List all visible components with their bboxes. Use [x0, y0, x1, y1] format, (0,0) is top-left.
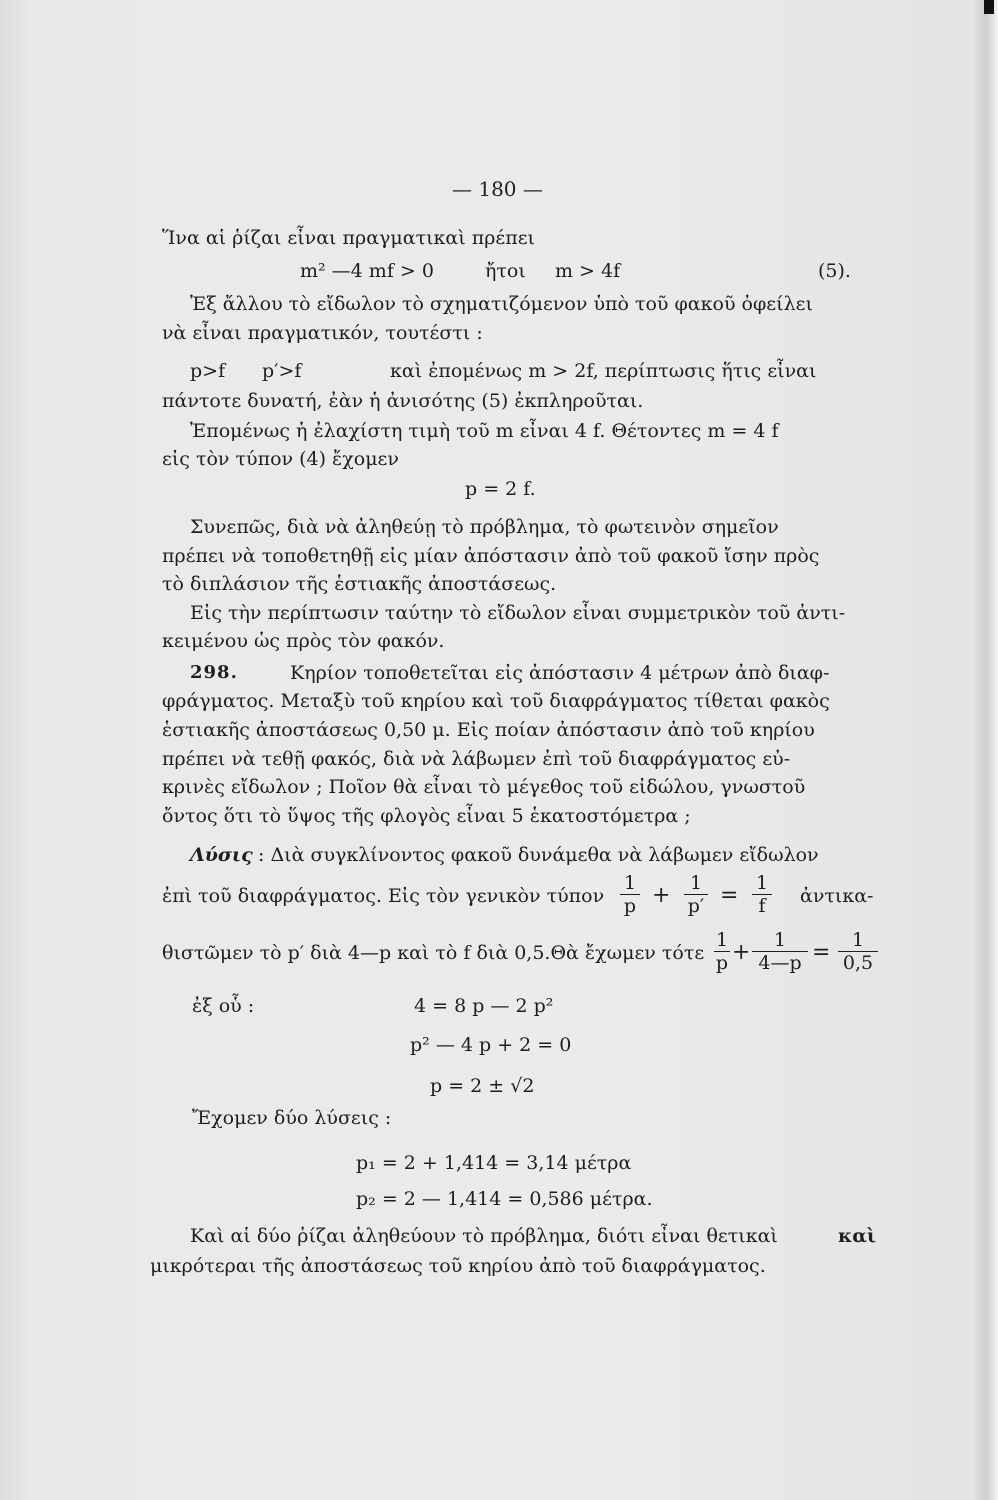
- page-number: — 180 —: [452, 177, 543, 201]
- page-edge: [970, 0, 998, 1500]
- equation: p₁ = 2 + 1,414 = 3,14 μέτρα: [356, 1152, 632, 1174]
- plus-sign: +: [732, 940, 751, 965]
- text-line: ὄντος ὅτι τὸ ὕψος τῆς φλογὸς εἶναι 5 ἑκατοστόμετρα ;: [162, 805, 691, 827]
- text-line: Κηρίον τοποθετεῖται εἰς ἀπόστασιν 4 μέτρων ἀπὸ διαφ-: [290, 662, 830, 684]
- text-line: θιστῶμεν τὸ p′ διὰ 4—p καὶ τὸ f διὰ 0,5.Θὰ ἔχωμεν τότε: [162, 942, 705, 964]
- fraction: $\frac{1}{p}$: [620, 872, 640, 917]
- text-line: μικρότεραι τῆς ἀποστάσεως τοῦ κηρίου ἀπὸ τοῦ διαφράγματος.: [150, 1255, 766, 1277]
- text-line: νὰ εἶναι πραγματικόν, τουτέστι :: [162, 322, 483, 344]
- solution-label: Λύσις: [190, 844, 253, 866]
- text-line: ἀντικα-: [800, 885, 874, 907]
- plus-sign: +: [652, 883, 671, 908]
- text-line: Καὶ αἱ δύο ῥίζαι ἀληθεύουν τὸ πρόβλημα, διότι εἶναι θετικαὶ: [190, 1225, 778, 1247]
- fraction: $\frac{1}{f}$: [752, 872, 772, 917]
- text-line: Συνεπῶς, διὰ νὰ ἀληθεύῃ τὸ πρόβλημα, τὸ φωτεινὸν σημεῖον: [190, 516, 779, 538]
- fraction: $\frac{1}{0,5}$: [838, 929, 878, 974]
- text-line: ἐξ οὗ :: [192, 995, 255, 1017]
- text-line: ἐπὶ τοῦ διαφράγματος. Εἰς τὸν γενικὸν τύπον: [162, 885, 605, 907]
- fraction: $\frac{1}{p'}$: [684, 872, 708, 917]
- text-line: πρέπει νὰ τεθῇ φακός, διὰ νὰ λάβωμεν ἐπὶ τοῦ διαφράγματος εὐ-: [162, 748, 791, 770]
- text-line: φράγματος. Μεταξὺ τοῦ κηρίου καὶ τοῦ διαφράγματος τίθεται φακὸς: [162, 690, 830, 712]
- text-line: Ἐπομένως ἡ ἐλαχίστη τιμὴ τοῦ m εἶναι 4 f. Θέτοντες m = 4 f: [190, 420, 779, 442]
- equation: p>f: [190, 360, 226, 382]
- equation: m > 4f: [555, 260, 621, 282]
- text-line: Ἵνα αἱ ῥίζαι εἶναι πραγματικαὶ πρέπει: [162, 227, 536, 249]
- text-line-bold: καὶ: [838, 1225, 877, 1247]
- text-line: τὸ διπλάσιον τῆς ἑστιακῆς ἀποστάσεως.: [162, 573, 557, 595]
- fraction: $\frac{1}{4—p}$: [752, 929, 808, 974]
- text-line: ἤτοι: [485, 260, 526, 282]
- problem-number: 298.: [190, 662, 238, 683]
- text-line: Ἔχομεν δύο λύσεις :: [192, 1107, 392, 1129]
- equals-sign: =: [720, 883, 739, 908]
- fraction: $\frac{1}{p}$: [715, 929, 729, 974]
- text-line: καὶ ἐπομένως m > 2f, περίπτωσις ἥτις εἶναι: [390, 360, 817, 382]
- equation: m² —4 mf > 0: [300, 260, 434, 282]
- equation: p² — 4 p + 2 = 0: [410, 1034, 572, 1056]
- text-line: εἰς τὸν τύπον (4) ἔχομεν: [162, 448, 399, 470]
- equation-number: (5).: [818, 260, 851, 282]
- text-line: κειμένου ὡς πρὸς τὸν φακόν.: [162, 630, 445, 652]
- text-line: Ἐξ ἄλλου τὸ εἴδωλον τὸ σχηματιζόμενον ὑπὸ τοῦ φακοῦ ὀφείλει: [190, 293, 813, 315]
- text-line: ἑστιακῆς ἀποστάσεως 0,50 μ. Εἰς ποίαν ἀπόστασιν ἀπὸ τοῦ κηρίου: [162, 719, 815, 741]
- text-line: Εἰς τὴν περίπτωσιν ταύτην τὸ εἴδωλον εἶναι συμμετρικὸν τοῦ ἀντι-: [190, 602, 846, 624]
- equals-sign: =: [812, 940, 831, 965]
- equation: p = 2 f.: [465, 478, 536, 500]
- text-line: πάντοτε δυνατή, ἐὰν ἡ ἀνισότης (5) ἐκπληροῦται.: [162, 390, 644, 412]
- text-line: : Διὰ συγκλίνοντος φακοῦ δυνάμεθα νὰ λάβωμεν εἴδωλον: [258, 844, 819, 866]
- text-line: πρέπει νὰ τοποθετηθῇ εἰς μίαν ἀπόστασιν ἀπὸ τοῦ φακοῦ ἴσην πρὸς: [162, 545, 820, 567]
- scan-mark: [984, 0, 994, 14]
- equation: 4 = 8 p — 2 p²: [414, 995, 554, 1017]
- equation: p′>f: [262, 360, 302, 382]
- equation: p₂ = 2 — 1,414 = 0,586 μέτρα.: [356, 1188, 653, 1210]
- equation: p = 2 ± √2: [430, 1075, 535, 1097]
- text-line: κρινὲς εἴδωλον ; Ποῖον θὰ εἶναι τὸ μέγεθος τοῦ εἰδώλου, γνωστοῦ: [162, 776, 806, 798]
